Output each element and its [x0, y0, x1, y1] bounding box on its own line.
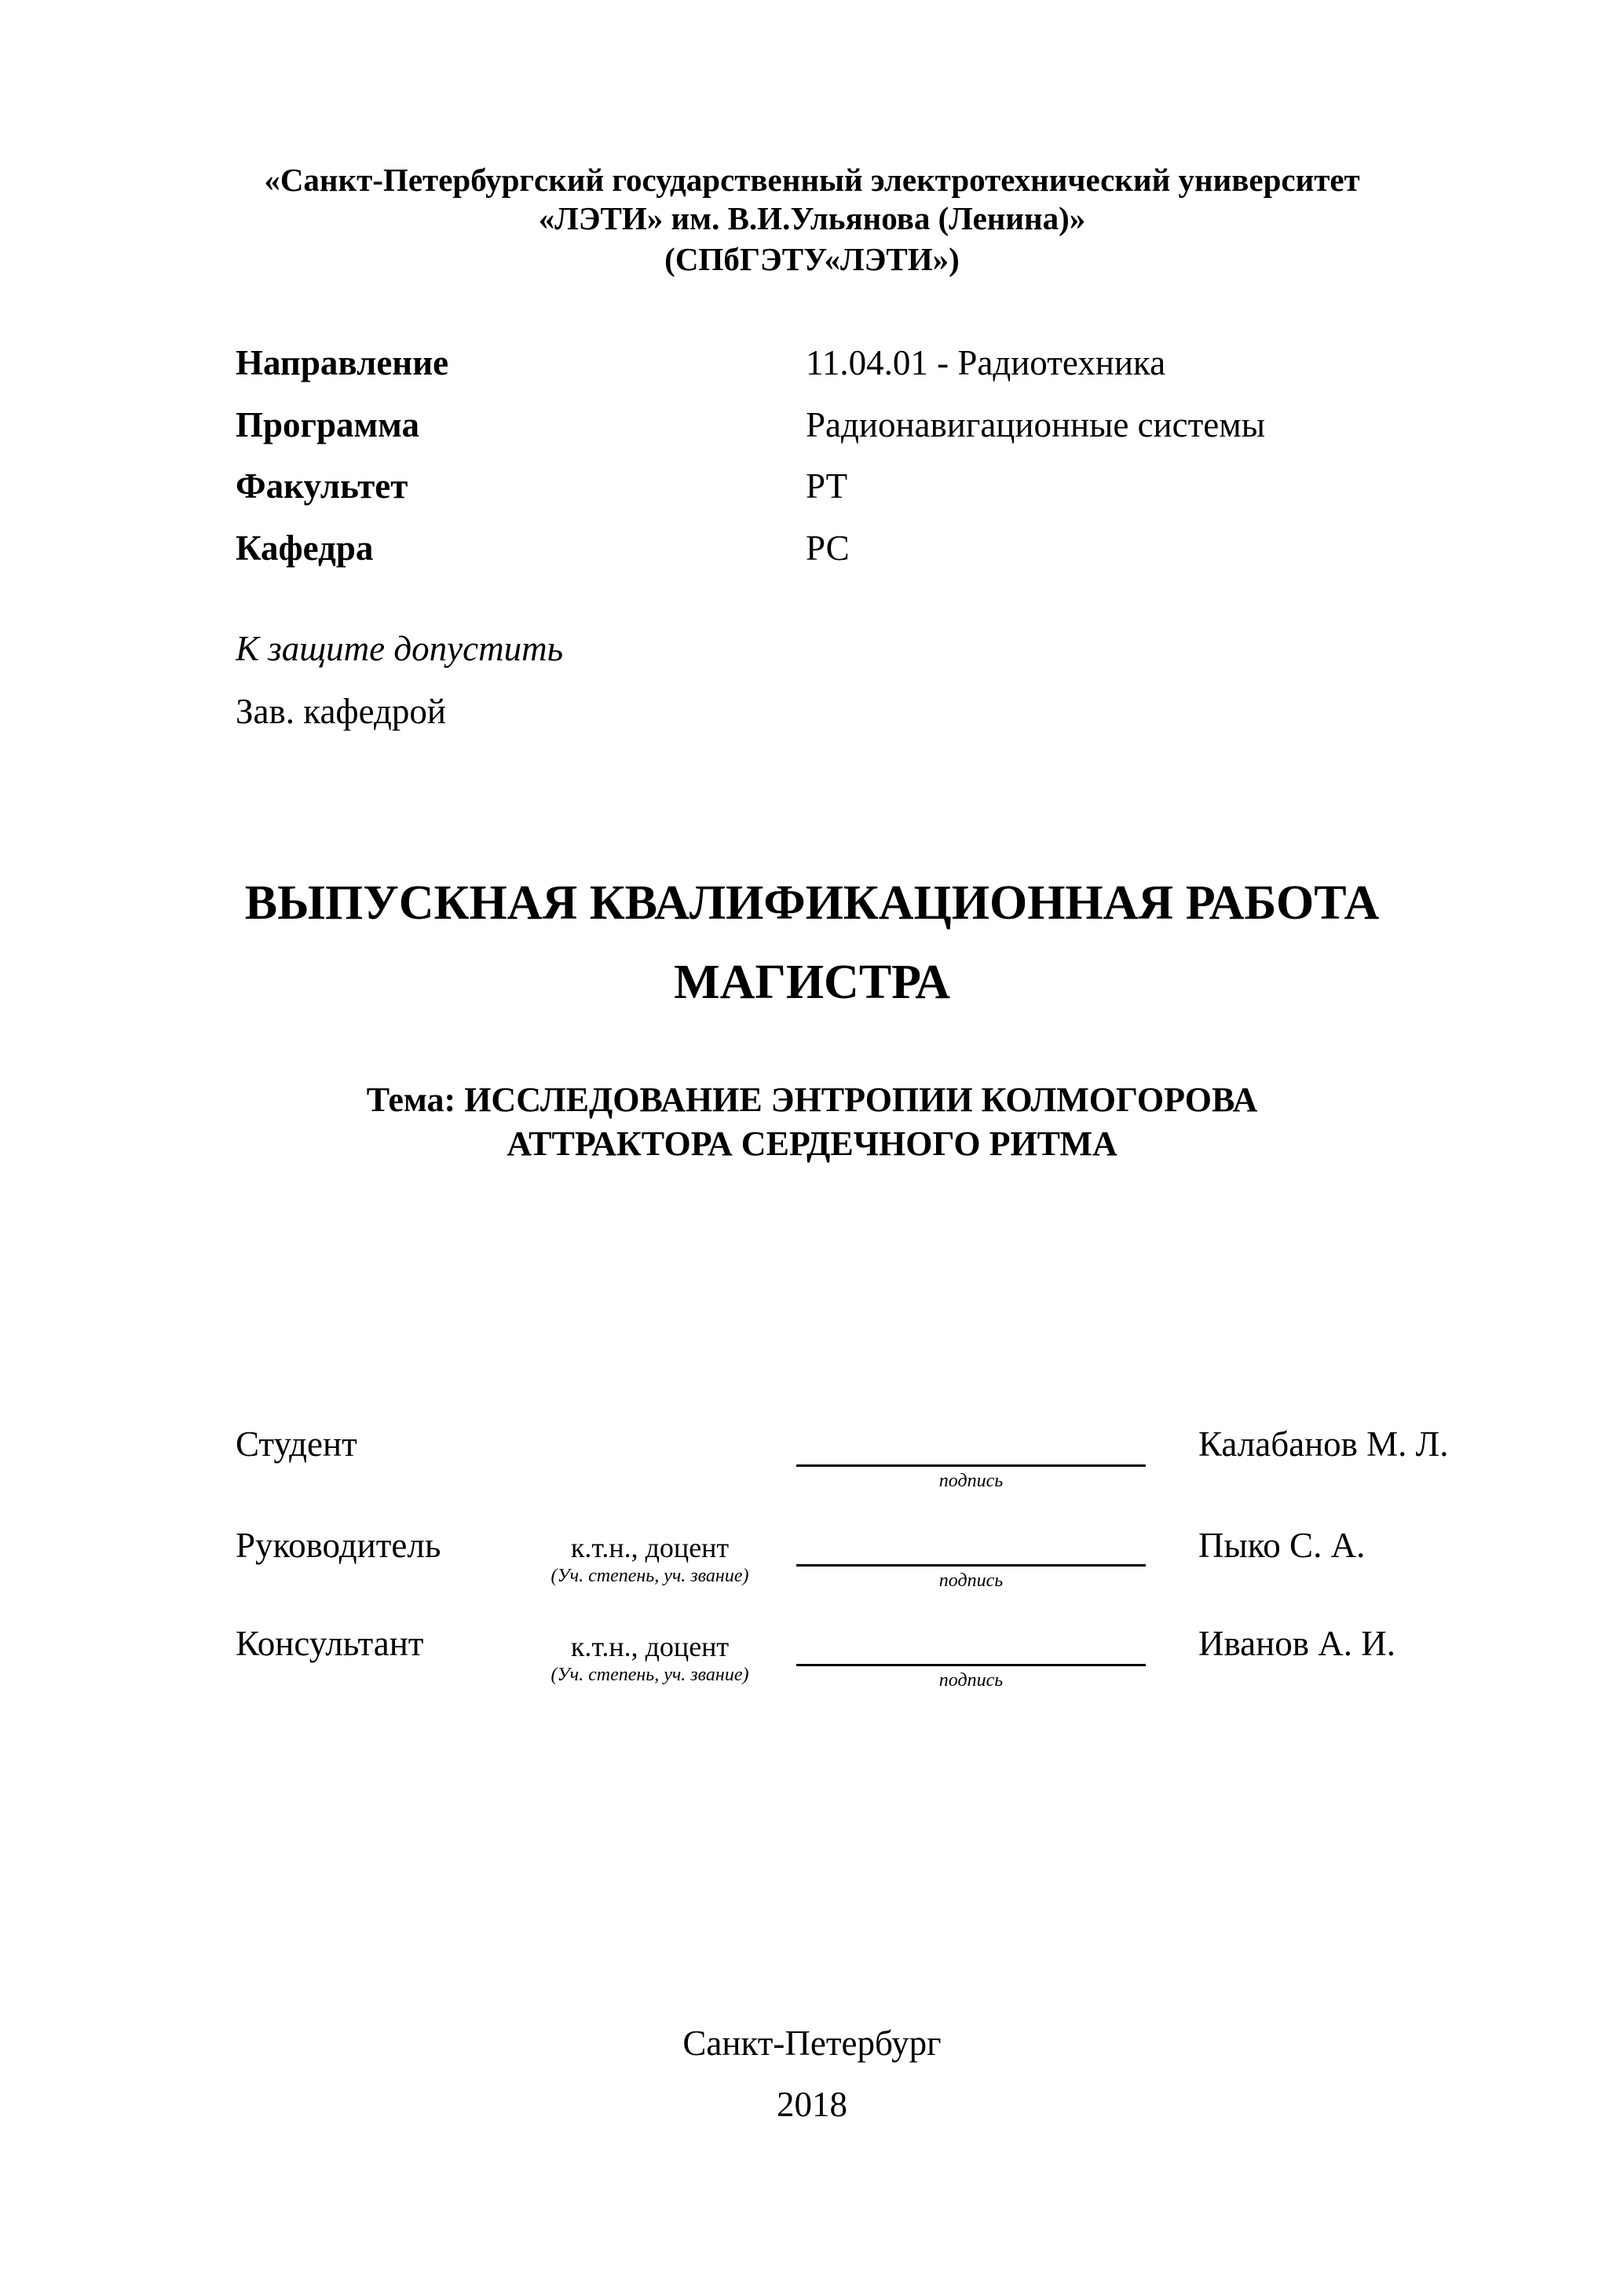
header-line-2: «ЛЭТИ» им. В.И.Ульянова (Ленина)» [538, 200, 1086, 236]
approval-head: Зав. кафедрой [236, 692, 446, 731]
signature-line [796, 1464, 1146, 1467]
info-value-department: РС [806, 528, 850, 568]
theme-line-1: Тема: ИССЛЕДОВАНИЕ ЭНТРОПИИ КОЛМОГОРОВА [366, 1080, 1258, 1119]
document-title-line-2: МАГИСТРА [674, 956, 950, 1009]
document-title-line-1: ВЫПУСКНАЯ КВАЛИФИКАЦИОННАЯ РАБОТА [244, 876, 1380, 930]
info-value-program: Радионавигационные системы [806, 405, 1265, 444]
header-line-3: (СПбГЭТУ«ЛЭТИ») [664, 241, 960, 277]
supervisor-degree-hint: (Уч. степень, уч. звание) [550, 1566, 749, 1586]
info-value-direction: 11.04.01 - Радиотехника [806, 343, 1166, 382]
info-value-faculty: РТ [806, 466, 848, 506]
approval-allow: К защите допустить [236, 629, 564, 668]
signature-line [796, 1564, 1146, 1567]
signature-hint: подпись [938, 1670, 1004, 1691]
signature-name-consultant: Иванов А. И. [1198, 1624, 1395, 1663]
signature-hint: подпись [938, 1471, 1004, 1491]
signature-role-student: Студент [236, 1424, 357, 1464]
supervisor-degree: к.т.н., доцент [570, 1532, 730, 1563]
info-label-program: Программа [236, 405, 419, 444]
footer-year: 2018 [777, 2085, 847, 2124]
info-label-faculty: Факультет [236, 466, 408, 506]
consultant-degree: к.т.н., доцент [570, 1631, 730, 1662]
signature-role-consultant: Консультант [236, 1624, 424, 1663]
header-line-1: «Санкт-Петербургский государственный электротехнический университет [264, 162, 1360, 198]
signature-role-supervisor: Руководитель [236, 1526, 441, 1565]
consultant-degree-hint: (Уч. степень, уч. звание) [550, 1665, 749, 1685]
footer-city: Санкт-Петербург [682, 2024, 942, 2063]
signature-hint: подпись [938, 1570, 1004, 1591]
info-label-department: Кафедра [236, 528, 374, 568]
info-label-direction: Направление [236, 343, 449, 382]
signature-name-student: Калабанов М. Л. [1198, 1424, 1449, 1464]
signature-line [796, 1664, 1146, 1666]
signature-name-supervisor: Пыко С. А. [1198, 1526, 1366, 1565]
theme-line-2: АТТРАКТОРА СЕРДЕЧНОГО РИТМА [507, 1124, 1117, 1163]
